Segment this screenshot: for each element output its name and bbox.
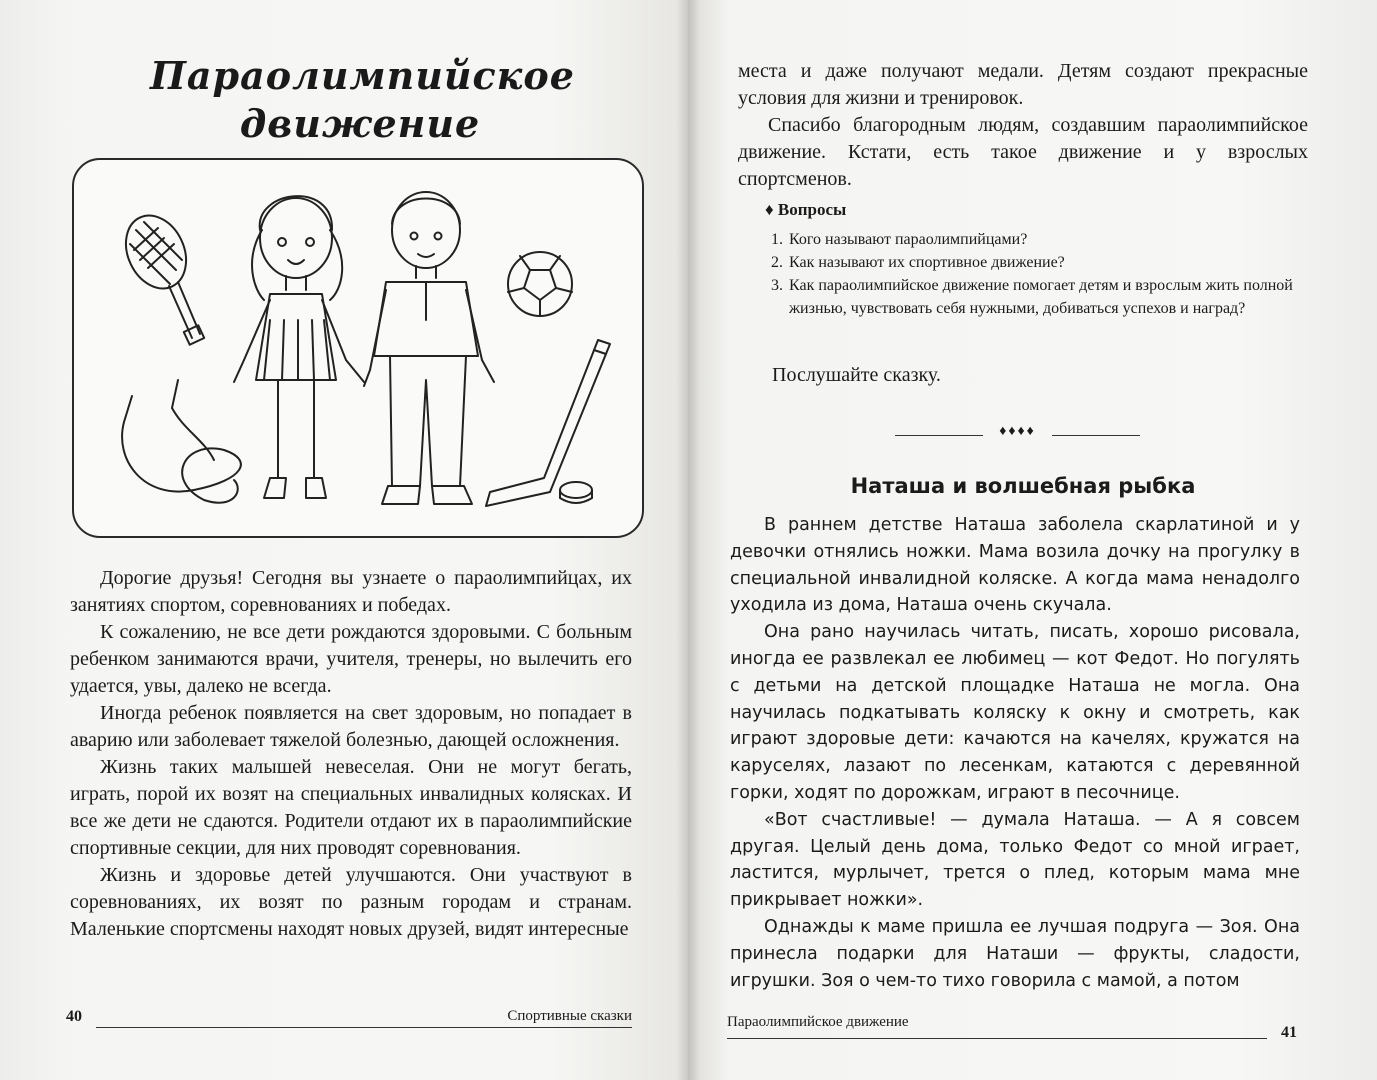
separator-rule: [1052, 435, 1140, 436]
footer-rule: [727, 1038, 1267, 1039]
book-gutter: [676, 0, 700, 1080]
paragraph: «Вот счастливые! — думала Наташа. — А я совсем другая. Целый день дома, только Федот со мной играет, ластится, мурлычет, трется о плед, которым мама мне прикрывает ножки».: [730, 809, 1300, 911]
questions-block: [765, 200, 1310, 320]
paragraph: Она рано научилась читать, писать, хорошо рисовала, иногда ее развлекал ее любимец — кот Федот. Но погулять с детьми на детской площадке Наташа не могла. Она научилась подкатывать коляску к окну и смотреть, как играют здоровые дети: качаются на качелях, кружатся на каруселях, лазают по лесенкам, катаются с деревянной горки, ходят по дорожкам, играют в песочнице.: [730, 622, 1300, 803]
left-page-body: [70, 565, 632, 943]
question-item: 2. Как называют их спортивное движение?: [787, 251, 1310, 274]
page-number: 41: [1281, 1024, 1297, 1041]
paragraph: Жизнь и здоровье детей улучшаются. Они участвуют в соревнованиях, их возят по разным городам и странам. Маленькие спортсмены находят новых друзей, видят интересные: [70, 864, 632, 940]
hockey-puck-icon: [560, 482, 592, 503]
jump-rope-icon: [122, 380, 241, 503]
right-page-footer: [727, 1014, 1297, 1042]
paragraph: К сожалению, не все дети рождаются здоровыми. С больным ребенком занимаются врачи, учителя, тренеры, но вылечить его удается, увы, далеко не всегда.: [70, 621, 632, 697]
chapter-title: Параолимпийское движение: [150, 53, 575, 146]
question-item: 1. Кого называют параолимпийцами?: [787, 228, 1310, 251]
hockey-stick-icon: [486, 340, 610, 506]
tennis-racket-icon: [115, 206, 205, 345]
paragraph: Дорогие друзья! Сегодня вы узнаете о параолимпийцах, их занятиях спортом, соревнованиях и победах.: [70, 567, 632, 616]
paragraph: Спасибо благородным людям, создавшим параолимпийское движение. Кстати, есть такое движение и у взрослых спортсменов.: [738, 114, 1308, 190]
question-item: 3. Как параолимпийское движение помогает детям и взрослым жить полной жизнью, чувствовать себя нужными, добиваться успехов и наград?: [787, 274, 1310, 320]
page-number: 40: [66, 1008, 82, 1025]
illustration-children-sports: [74, 160, 642, 536]
paragraph: Однажды к маме пришла ее лучшая подруга — Зоя. Она принесла подарки для Наташи — фрукты, сладости, игрушки. Зоя о чем-то тихо говорила с мамой, а потом: [730, 916, 1300, 991]
section-separator: [895, 424, 1140, 446]
left-page: [0, 0, 688, 1080]
story-body: [730, 512, 1300, 994]
girl-figure: [234, 196, 364, 498]
running-title: Спортивные сказки: [507, 1008, 632, 1024]
questions-heading: ♦ Вопросы: [765, 200, 847, 219]
footer-rule: [96, 1027, 632, 1028]
left-page-footer: [66, 1008, 632, 1032]
paragraph: Иногда ребенок появляется на свет здоровым, но попадает в аварию или заболевает тяжелой болезнью, дающей осложнения.: [70, 702, 632, 751]
separator-diamonds-icon: ♦♦♦♦: [999, 424, 1036, 439]
illustration-frame: [72, 158, 644, 538]
boy-figure: [364, 192, 494, 504]
story-title: Наташа и волшебная рыбка: [850, 474, 1196, 498]
soccer-ball-icon: [508, 252, 572, 316]
paragraph: В раннем детстве Наташа заболела скарлатиной и у девочки отнялись ножки. Мама возила дочку на прогулку в специальной инвалидной коляске. А когда мама ненадолго уходила из дома, Наташа очень скучала.: [730, 515, 1300, 616]
paragraph: места и даже получают медали. Детям создают прекрасные условия для жизни и тренировок.: [738, 60, 1308, 109]
questions-list: [765, 228, 1310, 320]
paragraph: Жизнь таких малышей невеселая. Они не могут бегать, играть, порой их возят на специальных инвалидных колясках. И все же дети не сдаются. Родители отдают их в параолимпийские спортивные секции, для них проводят соревнования.: [70, 756, 632, 859]
right-page-intro: [738, 58, 1308, 193]
listen-line: Послушайте сказку.: [772, 364, 941, 386]
running-title: Параолимпийское движение: [727, 1014, 909, 1030]
